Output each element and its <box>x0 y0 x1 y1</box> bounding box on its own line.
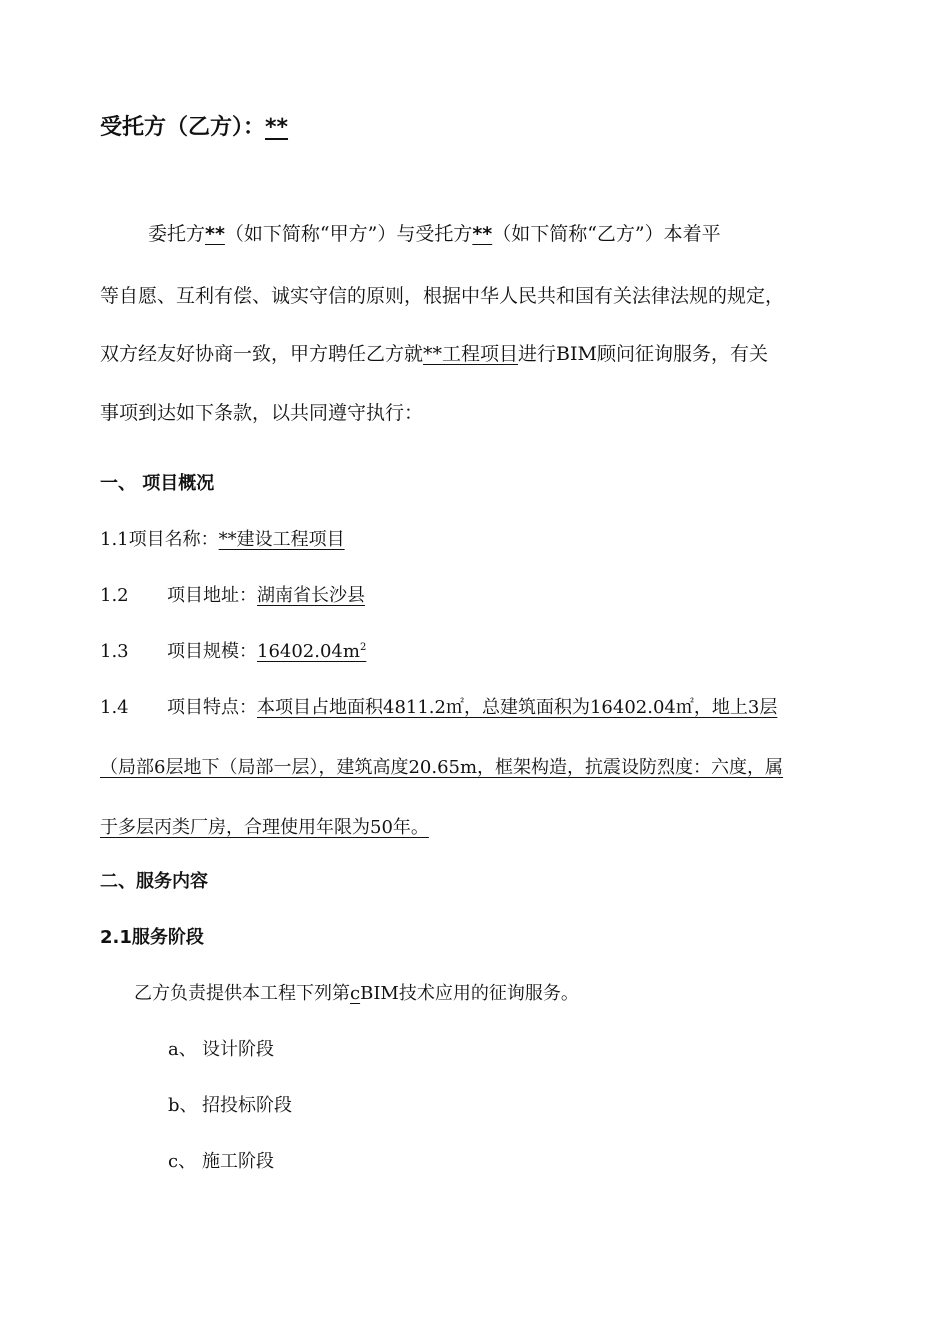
item-label: 1.1项目名称： <box>100 529 219 550</box>
stage-text: 施工阶段 <box>202 1151 274 1172</box>
section-1-heading: 一、 项目概况 <box>100 473 215 494</box>
stage-item <box>168 1150 274 1174</box>
item-1-3 <box>100 640 366 664</box>
stage-text: 设计阶段 <box>202 1039 274 1060</box>
project-name-inline: **工程项目 <box>423 343 519 365</box>
party-a-name: ** <box>205 223 225 245</box>
item-number: 1.4 <box>100 697 129 718</box>
intro-line-4: 事项到达如下条款，以共同遵守执行： <box>100 402 424 424</box>
item-label: 项目特点： <box>167 697 257 718</box>
item-label: 项目地址： <box>167 585 257 606</box>
item-label: 项目规模： <box>167 641 257 662</box>
superscript: 2 <box>359 642 367 653</box>
intro-text: （如下简称“乙方”）本着平 <box>492 223 721 245</box>
item-value: 本项目占地面积4811.2㎡，总建筑面积为16402.04㎡，地上3层 <box>257 697 778 718</box>
selected-stage: c <box>350 983 361 1004</box>
section-2-1-heading: 2.1服务阶段 <box>100 927 204 948</box>
intro-line-1 <box>148 222 721 246</box>
desc-text: 乙方负责提供本工程下列第 <box>134 983 350 1004</box>
intro-text: 进行BIM顾问征询服务，有关 <box>518 343 768 365</box>
stage-text: 招投标阶段 <box>202 1095 292 1116</box>
item-1-4-line-2: （局部6层地下（局部一层），建筑高度20.65m，框架构造，抗震设防烈度：六度，属 <box>100 757 784 778</box>
stage-letter: c、 <box>168 1151 197 1172</box>
item-value: 湖南省长沙县 <box>257 585 365 606</box>
party-b-name: ** <box>472 223 493 245</box>
stage-item <box>168 1094 292 1118</box>
service-desc <box>134 982 579 1006</box>
intro-text: （如下简称“甲方”）与受托方 <box>224 223 473 245</box>
party-b-label: 受托方（乙方）： <box>100 115 266 140</box>
intro-line-3 <box>100 342 768 366</box>
item-number: 1.3 <box>100 641 129 662</box>
item-1-4 <box>100 696 777 720</box>
stage-item <box>168 1038 274 1062</box>
item-1-1 <box>100 528 345 552</box>
desc-text: BIM技术应用的征询服务。 <box>360 983 579 1004</box>
stage-letter: b、 <box>168 1095 198 1116</box>
intro-line-2: 等自愿、互利有偿、诚实守信的原则，根据中华人民共和国有关法律法规的规定， <box>100 285 785 307</box>
item-value-text: 16402.04m <box>257 641 360 662</box>
party-b-value: ** <box>265 115 289 140</box>
item-number: 1.2 <box>100 585 129 606</box>
section-2-heading: 二、服务内容 <box>100 871 208 892</box>
item-value: **建设工程项目 <box>218 529 345 550</box>
item-1-4-line-3: 于多层丙类厂房，合理使用年限为50年。 <box>100 817 429 838</box>
stage-letter: a、 <box>168 1039 197 1060</box>
intro-text: 委托方 <box>148 223 206 245</box>
intro-text: 双方经友好协商一致，甲方聘任乙方就 <box>100 343 424 365</box>
item-value <box>257 641 366 662</box>
item-1-2 <box>100 584 365 608</box>
party-b-header <box>100 116 288 140</box>
